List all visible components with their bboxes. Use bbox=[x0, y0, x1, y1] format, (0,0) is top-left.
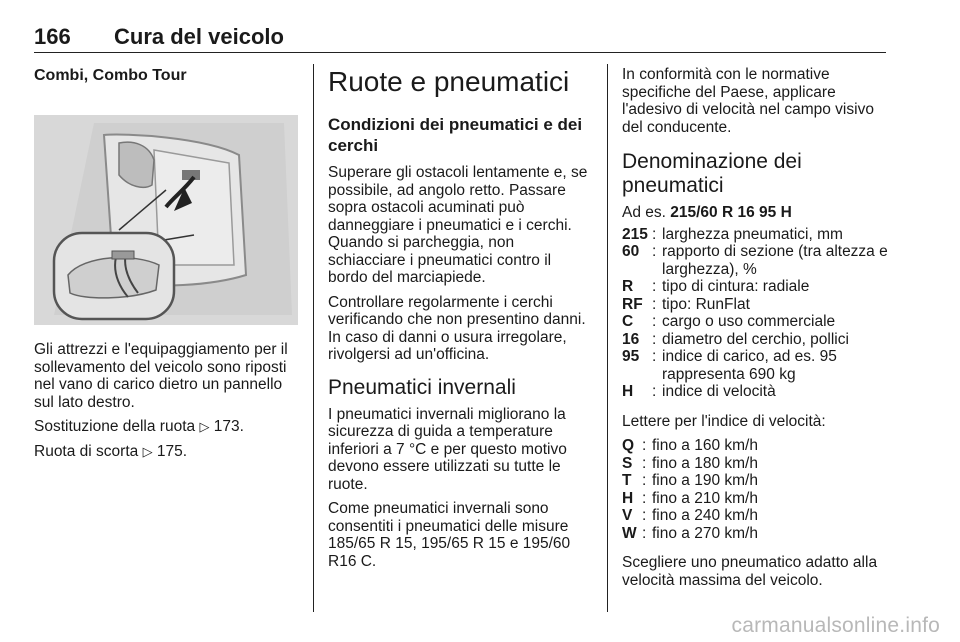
separator: : bbox=[652, 225, 657, 243]
reference-arrow-icon: ▷ bbox=[142, 443, 153, 459]
term: C bbox=[622, 313, 634, 330]
list-item bbox=[622, 296, 890, 314]
separator: : bbox=[652, 313, 657, 330]
definition: tipo di cintura: radiale bbox=[662, 278, 810, 295]
body-paragraph: Scegliere uno pneumatico adatto alla velocità massima del veicolo. bbox=[622, 554, 878, 589]
term: Q bbox=[622, 437, 635, 454]
definition: indice di velocità bbox=[662, 383, 776, 400]
term: RF bbox=[622, 295, 643, 313]
separator: : bbox=[642, 507, 647, 524]
cargo-panel-illustration bbox=[34, 115, 298, 325]
example-line bbox=[622, 204, 890, 222]
separator: : bbox=[642, 489, 647, 507]
tools-paragraph: Gli attrezzi e l'equipaggiamento per il sollevamento del veicolo sono riposti nel vano di carico dietro un pannello sul lato destro. bbox=[34, 341, 288, 411]
list-item bbox=[622, 313, 890, 331]
term: W bbox=[622, 524, 637, 542]
body-paragraph: Controllare regolarmente i cerchi verificando che non presentino danni. In caso di danni o usura irregolare, rivolgersi ad un'officina. bbox=[328, 293, 586, 363]
separator: : bbox=[642, 437, 647, 454]
example-code: 215/60 R 16 95 H bbox=[670, 204, 792, 221]
term: 16 bbox=[622, 330, 640, 348]
definition: indice di carico, ad es. 95 rappresenta 690 kg bbox=[662, 348, 837, 383]
subsection-heading: Condizioni dei pneumatici e dei cerchi bbox=[328, 115, 583, 155]
list-item bbox=[622, 226, 890, 244]
separator: : bbox=[652, 348, 657, 365]
reference-label: Sostituzione della ruota bbox=[34, 418, 196, 435]
watermark: carmanualsonline.info bbox=[731, 614, 940, 637]
term: 95 bbox=[622, 348, 640, 365]
reference-label: Ruota di scorta bbox=[34, 442, 139, 460]
section-heading: Ruote e pneumatici bbox=[328, 66, 570, 97]
list-item bbox=[622, 455, 890, 473]
definition: fino a 270 km/h bbox=[652, 524, 758, 542]
list-item bbox=[622, 278, 890, 296]
definition: diametro del cerchio, pollici bbox=[662, 330, 849, 348]
definition: fino a 240 km/h bbox=[652, 507, 758, 524]
page-header bbox=[34, 24, 886, 53]
list-item bbox=[622, 507, 890, 525]
list-item bbox=[622, 472, 890, 490]
reference-arrow-icon: ▷ bbox=[199, 419, 210, 434]
definition: fino a 160 km/h bbox=[652, 437, 758, 454]
definition: fino a 210 km/h bbox=[652, 489, 758, 507]
term: V bbox=[622, 507, 633, 524]
body-paragraph: In conformità con le normative specifiche del Paese, applicare l'adesivo di velocità nel campo visivo del conducente. bbox=[622, 66, 874, 136]
body-paragraph: Lettere per l'indice di velocità: bbox=[622, 412, 826, 430]
list-item bbox=[622, 331, 890, 349]
cross-reference[interactable] bbox=[34, 418, 300, 436]
page-title: Cura del veicolo bbox=[114, 24, 284, 49]
term: R bbox=[622, 278, 634, 295]
list-item bbox=[622, 490, 890, 508]
separator: : bbox=[652, 383, 657, 400]
page-number: 166 bbox=[34, 24, 71, 49]
definition: larghezza pneumatici, mm bbox=[662, 225, 843, 243]
list-item bbox=[622, 525, 890, 543]
section-subhead: Combi, Combo Tour bbox=[34, 67, 187, 84]
list-item bbox=[622, 437, 890, 455]
term: S bbox=[622, 454, 633, 472]
term: H bbox=[622, 489, 634, 507]
designation-list bbox=[622, 226, 890, 401]
speed-index-list bbox=[622, 437, 890, 542]
list-item bbox=[622, 243, 890, 278]
reference-page: 175. bbox=[156, 442, 188, 460]
separator: : bbox=[642, 454, 647, 472]
column-left bbox=[34, 66, 300, 467]
separator: : bbox=[652, 243, 657, 260]
definition: tipo: RunFlat bbox=[662, 295, 750, 313]
cross-reference[interactable] bbox=[34, 443, 300, 461]
separator: : bbox=[642, 472, 647, 489]
term: T bbox=[622, 472, 632, 489]
term: 60 bbox=[622, 243, 640, 260]
list-item bbox=[622, 348, 890, 383]
reference-page: 173. bbox=[213, 418, 244, 435]
separator: : bbox=[652, 295, 657, 313]
definition: cargo o uso commerciale bbox=[662, 313, 836, 330]
example-prefix: Ad es. bbox=[622, 204, 666, 221]
column-middle bbox=[328, 66, 594, 577]
separator: : bbox=[642, 524, 647, 542]
subsection-heading: Denominazione dei pneumatici bbox=[622, 150, 802, 197]
definition: fino a 180 km/h bbox=[652, 454, 758, 472]
column-divider bbox=[607, 64, 608, 612]
term: H bbox=[622, 383, 634, 400]
column-divider bbox=[313, 64, 314, 612]
definition: rapporto di sezione (tra altezza e larghezza), % bbox=[662, 243, 888, 278]
term: 215 bbox=[622, 225, 648, 243]
subsection-heading: Pneumatici invernali bbox=[328, 375, 516, 399]
definition: fino a 190 km/h bbox=[652, 472, 758, 489]
list-item bbox=[622, 383, 890, 401]
body-paragraph: Superare gli ostacoli lentamente e, se possibile, ad angolo retto. Passare sopra ostacoli acuminati può danneggiare i pneumatici e i cerchi. Quando si parcheggia, non schiacciare i pneumatici contro il bordo del marciapiede. bbox=[328, 164, 588, 286]
body-paragraph: Come pneumatici invernali sono consentiti i pneumatici delle misure 185/65 R 15, 195/65 R 15 e 195/60 R16 C. bbox=[328, 500, 571, 570]
body-paragraph: I pneumatici invernali migliorano la sicurezza di guida a temperature inferiori a 7 °C e per questo motivo devono essere utilizzati su tutte le ruote. bbox=[328, 405, 567, 493]
column-right bbox=[622, 66, 890, 596]
separator: : bbox=[652, 278, 657, 295]
separator: : bbox=[652, 330, 657, 348]
